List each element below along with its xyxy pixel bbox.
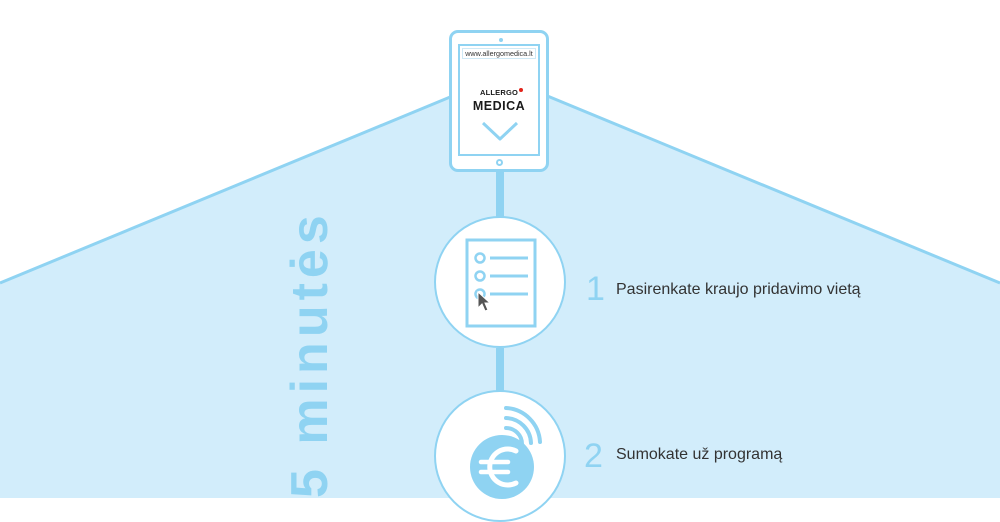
tablet-screen bbox=[458, 44, 540, 156]
logo-dot-icon bbox=[519, 88, 523, 92]
step-1-number: 1 bbox=[586, 270, 605, 308]
allergomedica-logo bbox=[460, 82, 538, 113]
step-2-circle bbox=[434, 390, 566, 522]
step-1-circle bbox=[434, 216, 566, 348]
step-1-text: Pasirenkate kraujo pridavimo vietą bbox=[616, 281, 861, 298]
step-2-number: 2 bbox=[584, 437, 603, 475]
step-2-text: Sumokate už programą bbox=[616, 446, 783, 463]
connector-line bbox=[496, 348, 504, 392]
tablet-device bbox=[449, 30, 549, 172]
checklist-cursor-icon bbox=[436, 218, 566, 348]
tablet-camera bbox=[499, 38, 503, 42]
tablet-url-bar: www.allergomedica.lt bbox=[462, 48, 536, 59]
logo-bottom-text: MEDICA bbox=[472, 99, 526, 113]
logo-top-text: ALLERGO bbox=[480, 88, 518, 97]
duration-label: 5 minutės bbox=[281, 210, 339, 498]
connector-line bbox=[496, 170, 504, 218]
euro-contactless-icon bbox=[436, 392, 566, 522]
chevron-down-icon bbox=[481, 120, 519, 142]
tablet-home-button bbox=[496, 159, 503, 166]
